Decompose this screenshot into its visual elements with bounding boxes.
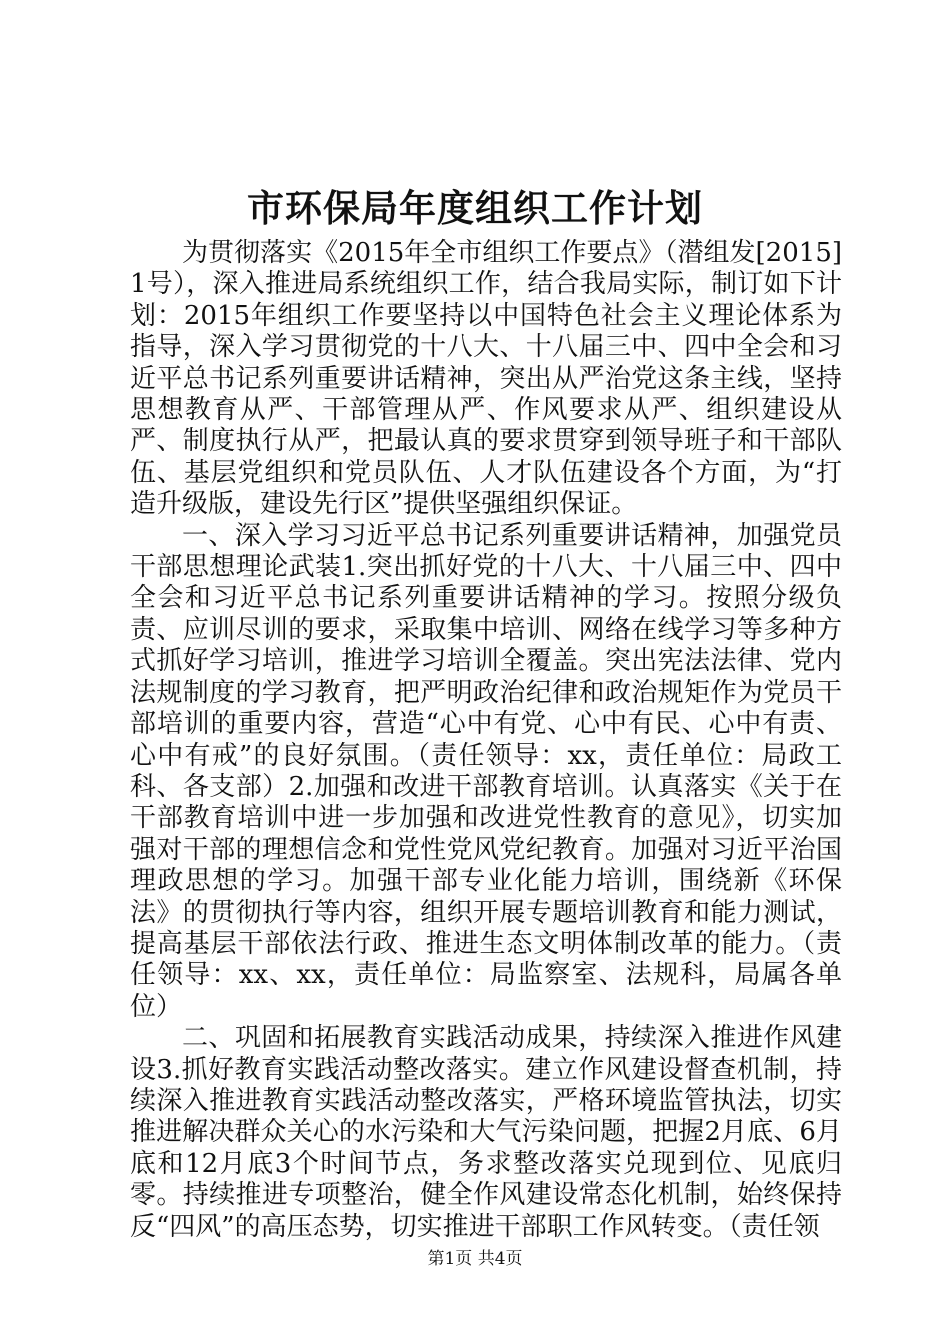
document-title: 市环保局年度组织工作计划 (247, 187, 703, 230)
paragraph-section-2: 二、巩固和拓展教育实践活动成果，持续深入推进作风建设3.抓好教育实践活动整改落实。建立作风建设督查机制，持续深入推进教育实践活动整改落实，严格环境监管执法，切实推进解决群众关心的水污染和大气污染问题，把握2月底、6月底和12月底3个时间节点，务求整改落实兑现到位、见底归零。持续推进专项整治，健全作风建设常态化机制，始终保持反“四风”的高压态势，切实推进干部职工作风转变。（责任领 (130, 1023, 842, 1242)
document-body (130, 238, 842, 1243)
paragraph-section-1: 一、深入学习习近平总书记系列重要讲话精神，加强党员干部思想理论武装1.突出抓好党的十八大、十八届三中、四中全会和习近平总书记系列重要讲话精神的学习。按照分级负责、应训尽训的要求，采取集中培训、网络在线学习等多种方式抓好学习培训，推进学习培训全覆盖。突出宪法法律、党内法规制度的学习教育，把严明政治纪律和政治规矩作为党员干部培训的重要内容，营造“心中有党、心中有民、心中有责、心中有戒”的良好氛围。（责任领导：xx，责任单位：局政工科、各支部）2.加强和改进干部教育培训。认真落实《关于在干部教育培训中进一步加强和改进党性教育的意见》，切实加强对干部的理想信念和党性党风党纪教育。加强对习近平治国理政思想的学习。加强干部专业化能力培训，围绕新《环保法》的贯彻执行等内容，组织开展专题培训教育和能力测试，提高基层干部依法行政、推进生态文明体制改革的能力。（责任领导：xx、xx，责任单位：局监察室、法规科，局属各单位） (130, 520, 842, 1022)
paragraph-intro: 为贯彻落实《2015年全市组织工作要点》（潜组发[2015]1号），深入推进局系统组织工作，结合我局实际，制订如下计划：2015年组织工作要坚持以中国特色社会主义理论体系为指导，深入学习贯彻党的十八大、十八届三中、四中全会和习近平总书记系列重要讲话精神，突出从严治党这条主线，坚持思想教育从严、干部管理从严、作风要求从严、组织建设从严、制度执行从严，把最认真的要求贯穿到领导班子和干部队伍、基层党组织和党员队伍、人才队伍建设各个方面，为“打造升级版，建设先行区”提供坚强组织保证。 (130, 238, 842, 520)
page-number-footer: 第1页 共4页 (427, 1249, 523, 1269)
